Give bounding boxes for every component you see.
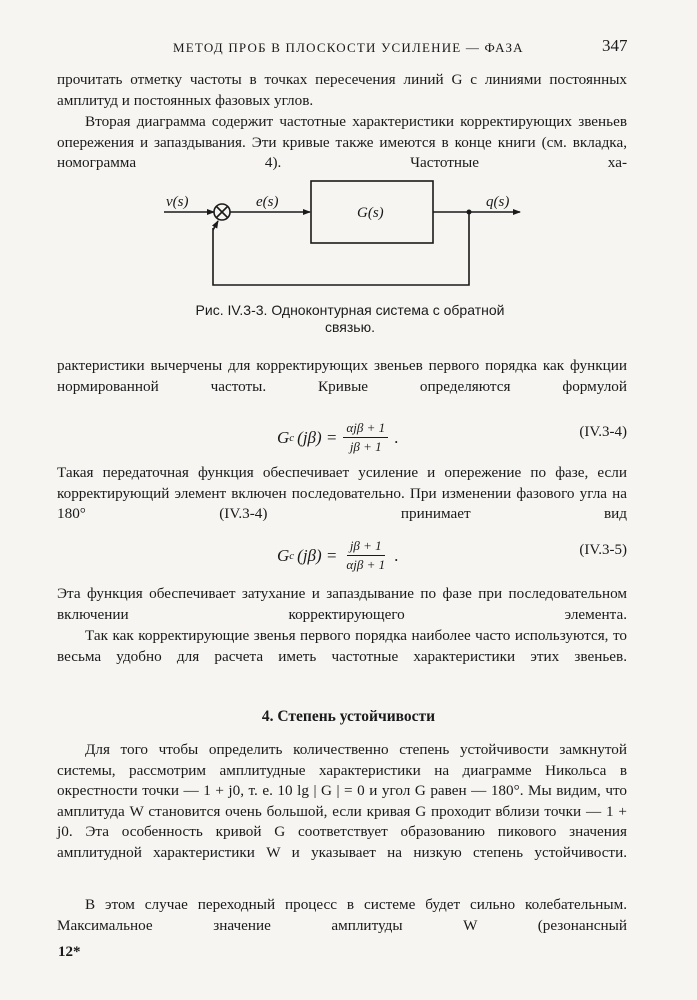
block-label: G(s) xyxy=(357,205,384,221)
eq2-denominator: αjβ + 1 xyxy=(346,557,386,572)
equation-iv-3-4-body xyxy=(277,420,398,455)
signature-mark: 12* xyxy=(58,944,81,960)
eq1-tail: . xyxy=(394,427,399,447)
paragraph-1: прочитать отметку частоты в точках пересечения линий G с линиями постоянных амплитуд и постоянных фазовых углов. xyxy=(57,71,627,109)
paragraph-2: Вторая диаграмма содержит частотные характеристики корректирующих звеньев опережения и запаздывания. Эти кривые также имеются в конце книги (см. вкладка, номограмма 4). Частотные ха- xyxy=(57,113,627,172)
eq2-fraction xyxy=(343,538,388,573)
equation-iv-3-5 xyxy=(57,534,627,578)
eq1-fraction xyxy=(343,420,388,455)
eq2-lhs: G xyxy=(277,545,290,565)
caption-line-2: связью. xyxy=(325,319,375,335)
equation-iv-3-4 xyxy=(57,416,627,460)
page-number: 347 xyxy=(602,36,628,55)
error-label: e(s) xyxy=(256,194,279,210)
paragraph-3: рактеристики вычерчены для корректирующих звеньев первого порядка как функции нормированной частоты. Кривые определяются формулой xyxy=(57,357,627,395)
eq2-tail: . xyxy=(394,545,399,565)
paragraph-7: Для того чтобы определить количественно степень устойчивости замкнутой системы, рассмотрим амплитудные характеристики на диаграмме Никольса в окрестности точки — 1 + j0, т. е. 10 lg | G | = 0 и угол G равен — 180°. Мы видим, что амплитуда W становится очень большой, если кривая G проходит вблизи точки — 1 + j0. Эта особенность кривой G соответствует образованию пикового значения амплитудной характеристики W и указывает на низкую степень устойчивости. xyxy=(57,741,627,861)
eq1-argument: (jβ) = xyxy=(297,427,338,447)
eq2-subscript: c xyxy=(289,549,295,562)
feedback-arrow xyxy=(213,221,218,230)
feedback-path xyxy=(213,212,469,285)
eq1-subscript: c xyxy=(289,431,295,444)
paragraph-5: Эта функция обеспечивает затухание и запаздывание по фазе при последовательном включении корректирующего элемента. xyxy=(57,585,627,623)
caption-line-1: Рис. IV.3-3. Одноконтурная система с обратной xyxy=(195,302,505,318)
eq1-denominator: jβ + 1 xyxy=(349,439,382,454)
paragraph-4: Такая передаточная функция обеспечивает усиление и опережение по фазе, если корректирующий элемент включен последовательно. При изменении фазового угла на 180° (IV.3-4) принимает вид xyxy=(57,464,627,523)
eq1-number: (IV.3-4) xyxy=(579,424,627,440)
eq2-numerator: jβ + 1 xyxy=(347,538,385,556)
paragraph-8: В этом случае переходный процесс в системе будет сильно колебательным. Максимальное значение амплитуды W (резонансный xyxy=(57,896,627,934)
section-heading: 4. Степень устойчивости xyxy=(261,708,436,725)
block-diagram xyxy=(0,0,697,300)
eq1-lhs: G xyxy=(277,427,290,447)
figure-caption xyxy=(150,302,550,336)
takeoff-point xyxy=(467,210,472,215)
output-label: q(s) xyxy=(486,194,510,210)
input-label: v(s) xyxy=(166,194,189,210)
eq2-argument: (jβ) = xyxy=(297,545,338,565)
paragraph-6: Так как корректирующие звенья первого порядка наиболее часто используются, то весьма удобно для расчета иметь частотные характеристики этих звеньев. xyxy=(57,627,627,665)
eq1-numerator: αjβ + 1 xyxy=(343,420,388,438)
eq2-number: (IV.3-5) xyxy=(579,542,627,558)
equation-iv-3-5-body xyxy=(277,538,398,573)
running-title: МЕТОД ПРОБ В ПЛОСКОСТИ УСИЛЕНИЕ — ФАЗА xyxy=(173,40,524,55)
